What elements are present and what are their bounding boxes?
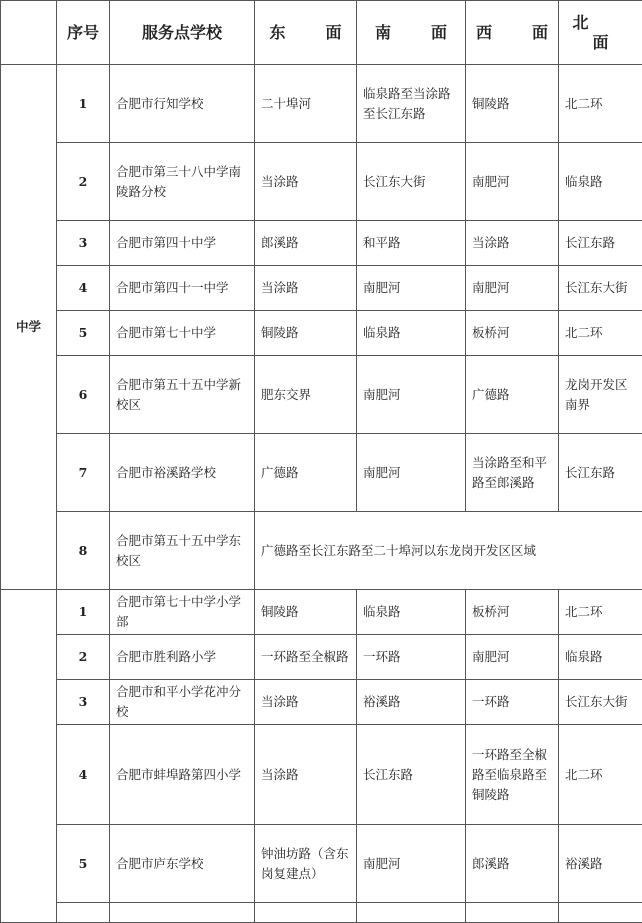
- school-name: 合肥市第五十五中学东校区: [110, 512, 255, 590]
- row-number: 1: [57, 65, 110, 143]
- south-boundary: 长江东大街: [357, 143, 466, 221]
- school-name: 合肥市第四十中学: [110, 221, 255, 266]
- school-name: 合肥市蚌埠路第四小学: [110, 725, 255, 825]
- north-boundary: 北二环: [559, 311, 642, 356]
- header-school: 服务点学校: [110, 1, 255, 65]
- south-boundary: 临泉路至当涂路至长江东路: [357, 65, 466, 143]
- header-east: [255, 1, 357, 65]
- table-row-partial: [1, 903, 642, 923]
- row-number: 1: [57, 590, 110, 635]
- table-row: [1, 635, 642, 680]
- north-boundary: 长江东路: [559, 221, 642, 266]
- school-name: 合肥市和平小学花冲分校: [110, 680, 255, 725]
- south-boundary: 裕溪路: [357, 680, 466, 725]
- east-boundary: 郎溪路: [255, 221, 357, 266]
- west-boundary: 板桥河: [466, 311, 559, 356]
- header-east-char2: 面: [326, 23, 342, 42]
- row-number: 3: [57, 680, 110, 725]
- south-boundary: 南肥河: [357, 356, 466, 434]
- school-name: 合肥市行知学校: [110, 65, 255, 143]
- south-boundary: 南肥河: [357, 434, 466, 512]
- header-east-char1: 东: [269, 23, 285, 42]
- north-boundary: 长江东路: [559, 434, 642, 512]
- table-row: [1, 725, 642, 825]
- north-boundary: 长江东大街: [559, 266, 642, 311]
- school-name: 合肥市裕溪路学校: [110, 434, 255, 512]
- table-row: [1, 356, 642, 434]
- school-name: 合肥市第七十中学: [110, 311, 255, 356]
- table-row: [1, 680, 642, 725]
- west-boundary: 南肥河: [466, 266, 559, 311]
- west-boundary: 当涂路至和平路至郎溪路: [466, 434, 559, 512]
- east-boundary: 铜陵路: [255, 590, 357, 635]
- table-row: [1, 266, 642, 311]
- row-number: 5: [57, 825, 110, 903]
- east-boundary: 一环路至全椒路: [255, 635, 357, 680]
- west-boundary: 广德路: [466, 356, 559, 434]
- south-boundary: 一环路: [357, 635, 466, 680]
- table-row: [1, 221, 642, 266]
- south-boundary: 和平路: [357, 221, 466, 266]
- table-row: [1, 434, 642, 512]
- south-boundary: 长江东路: [357, 725, 466, 825]
- north-boundary: 临泉路: [559, 143, 642, 221]
- west-boundary: 郎溪路: [466, 825, 559, 903]
- east-boundary: 二十埠河: [255, 65, 357, 143]
- category-middle-school: 中学: [1, 65, 57, 590]
- header-north: [559, 1, 642, 65]
- east-boundary: 广德路: [255, 434, 357, 512]
- east-boundary: 当涂路: [255, 725, 357, 825]
- west-boundary: 板桥河: [466, 590, 559, 635]
- north-boundary: 北二环: [559, 65, 642, 143]
- header-south: [357, 1, 466, 65]
- school-name: 合肥市庐东学校: [110, 825, 255, 903]
- west-boundary: 南肥河: [466, 143, 559, 221]
- row-number: 4: [57, 266, 110, 311]
- row-number: 8: [57, 512, 110, 590]
- north-boundary: 北二环: [559, 725, 642, 825]
- header-category: [1, 1, 57, 65]
- east-boundary: 肥东交界: [255, 356, 357, 434]
- north-boundary: 临泉路: [559, 635, 642, 680]
- south-boundary: 南肥河: [357, 825, 466, 903]
- north-boundary: 龙岗开发区南界: [559, 356, 642, 434]
- west-boundary: 一环路: [466, 680, 559, 725]
- service-area: 广德路至长江东路至二十埠河以东龙岗开发区区域: [255, 512, 642, 590]
- west-boundary: 铜陵路: [466, 65, 559, 143]
- east-boundary: 当涂路: [255, 266, 357, 311]
- row-number: 4: [57, 725, 110, 825]
- school-name: 合肥市第七十中学小学部: [110, 590, 255, 635]
- header-west: [466, 1, 559, 65]
- east-boundary: 钟油坊路（含东岗复建点）: [255, 825, 357, 903]
- header-south-char2: 面: [431, 23, 447, 42]
- east-boundary: 当涂路: [255, 143, 357, 221]
- row-number: 6: [57, 356, 110, 434]
- north-boundary: 长江东大街: [559, 680, 642, 725]
- south-boundary: 南肥河: [357, 266, 466, 311]
- table-row: [1, 65, 642, 143]
- north-boundary: 裕溪路: [559, 825, 642, 903]
- south-boundary: 临泉路: [357, 311, 466, 356]
- header-west-char1: 西: [476, 23, 492, 42]
- row-number: 7: [57, 434, 110, 512]
- school-name: 合肥市胜利路小学: [110, 635, 255, 680]
- west-boundary: 当涂路: [466, 221, 559, 266]
- west-boundary: 南肥河: [466, 635, 559, 680]
- header-south-char1: 南: [375, 23, 391, 42]
- table-row: [1, 590, 642, 635]
- table-row: [1, 311, 642, 356]
- row-number: 2: [57, 635, 110, 680]
- school-name: 合肥市第五十五中学新校区: [110, 356, 255, 434]
- header-row: [1, 1, 642, 65]
- east-boundary: 当涂路: [255, 680, 357, 725]
- header-no: 序号: [57, 1, 110, 65]
- header-north-char1: 北: [572, 13, 588, 32]
- table-row: [1, 825, 642, 903]
- school-name: 合肥市第三十八中学南陵路分校: [110, 143, 255, 221]
- table-row: [1, 143, 642, 221]
- east-boundary: 铜陵路: [255, 311, 357, 356]
- header-west-char2: 面: [532, 23, 548, 42]
- north-boundary: 北二环: [559, 590, 642, 635]
- west-boundary: 一环路至全椒路至临泉路至铜陵路: [466, 725, 559, 825]
- category-primary-school: [1, 590, 57, 923]
- row-number: 2: [57, 143, 110, 221]
- school-name: 合肥市第四十一中学: [110, 266, 255, 311]
- row-number: 5: [57, 311, 110, 356]
- table-row: [1, 512, 642, 590]
- south-boundary: 临泉路: [357, 590, 466, 635]
- header-north-char2: 面: [592, 33, 608, 52]
- row-number: 3: [57, 221, 110, 266]
